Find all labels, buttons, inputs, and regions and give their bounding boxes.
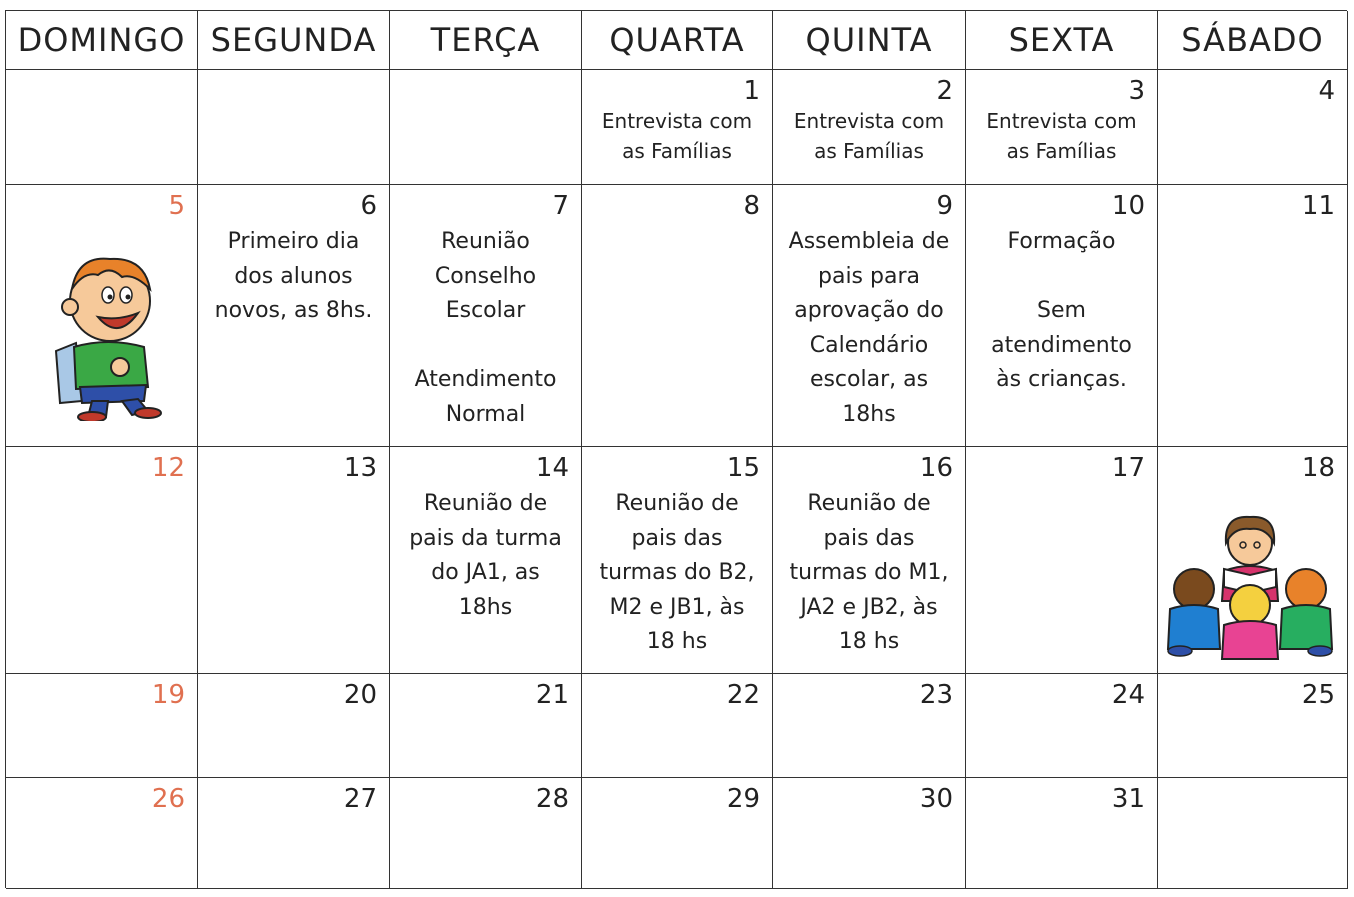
day-number: 15 bbox=[726, 453, 760, 483]
day-cell bbox=[6, 70, 198, 185]
weekday-thursday: QUINTA bbox=[773, 11, 966, 70]
day-cell bbox=[582, 778, 773, 889]
day-cell bbox=[198, 674, 390, 778]
day-cell bbox=[773, 447, 966, 674]
boy-with-backpack-illustration bbox=[48, 251, 166, 421]
day-number: 16 bbox=[919, 453, 953, 483]
day-cell bbox=[390, 778, 582, 889]
day-cell bbox=[198, 70, 390, 185]
day-event: Assembleia de pais para aprovação do Calendário escolar, as 18hs bbox=[788, 229, 950, 427]
day-number: 31 bbox=[1111, 784, 1145, 814]
day-number: 14 bbox=[535, 453, 569, 483]
day-event: Reunião de pais das turmas do M1, JA2 e JB2, às 18 hs bbox=[789, 491, 949, 654]
day-event: Reunião de pais da turma do JA1, as 18hs bbox=[409, 491, 562, 620]
day-cell bbox=[582, 185, 773, 447]
day-number: 1 bbox=[743, 76, 760, 106]
weekday-saturday: SÁBADO bbox=[1158, 11, 1348, 70]
day-cell bbox=[966, 447, 1158, 674]
day-cell bbox=[966, 185, 1158, 447]
day-number: 12 bbox=[151, 453, 185, 483]
day-cell bbox=[198, 185, 390, 447]
day-cell bbox=[198, 778, 390, 889]
day-cell bbox=[390, 447, 582, 674]
day-number: 6 bbox=[360, 191, 377, 221]
day-event: Entrevista com as Famílias bbox=[793, 109, 945, 163]
day-number: 9 bbox=[936, 191, 953, 221]
day-cell bbox=[773, 185, 966, 447]
day-event: Entrevista com as Famílias bbox=[986, 109, 1137, 163]
day-event: Entrevista com as Famílias bbox=[601, 109, 753, 163]
day-cell bbox=[773, 778, 966, 889]
day-event: Reunião de pais das turmas do B2, M2 e JB1, às 18 hs bbox=[599, 491, 755, 654]
day-cell bbox=[966, 778, 1158, 889]
day-number: 23 bbox=[919, 680, 953, 710]
day-cell bbox=[198, 447, 390, 674]
day-cell bbox=[390, 674, 582, 778]
day-number: 27 bbox=[343, 784, 377, 814]
day-cell bbox=[6, 185, 198, 447]
day-cell bbox=[582, 674, 773, 778]
day-cell bbox=[773, 674, 966, 778]
day-number: 11 bbox=[1301, 191, 1335, 221]
day-cell bbox=[966, 70, 1158, 185]
day-number: 2 bbox=[936, 76, 953, 106]
day-number: 17 bbox=[1111, 453, 1145, 483]
day-number: 4 bbox=[1318, 76, 1335, 106]
day-number: 19 bbox=[151, 680, 185, 710]
day-number: 13 bbox=[343, 453, 377, 483]
day-number: 24 bbox=[1111, 680, 1145, 710]
day-cell bbox=[582, 447, 773, 674]
day-number: 3 bbox=[1128, 76, 1145, 106]
day-cell bbox=[773, 70, 966, 185]
weekday-sunday: DOMINGO bbox=[6, 11, 198, 70]
day-number: 18 bbox=[1301, 453, 1335, 483]
day-number: 10 bbox=[1111, 191, 1145, 221]
weekday-monday: SEGUNDA bbox=[198, 11, 390, 70]
day-number: 26 bbox=[151, 784, 185, 814]
day-cell bbox=[966, 674, 1158, 778]
day-cell bbox=[1158, 185, 1348, 447]
day-number: 30 bbox=[919, 784, 953, 814]
day-number: 21 bbox=[535, 680, 569, 710]
day-cell bbox=[1158, 674, 1348, 778]
weekday-tuesday: TERÇA bbox=[390, 11, 582, 70]
calendar-grid bbox=[5, 10, 1347, 888]
day-number: 5 bbox=[168, 191, 185, 221]
day-cell bbox=[6, 778, 198, 889]
day-number: 20 bbox=[343, 680, 377, 710]
day-number: 8 bbox=[743, 191, 760, 221]
weekday-wednesday: QUARTA bbox=[582, 11, 773, 70]
day-event: Primeiro dia dos alunos novos, as 8hs. bbox=[214, 229, 373, 323]
day-number: 7 bbox=[552, 191, 569, 221]
day-number: 28 bbox=[535, 784, 569, 814]
weekday-friday: SEXTA bbox=[966, 11, 1158, 70]
day-cell bbox=[1158, 778, 1348, 889]
day-number: 29 bbox=[726, 784, 760, 814]
day-cell bbox=[582, 70, 773, 185]
day-cell bbox=[6, 447, 198, 674]
day-cell bbox=[6, 674, 198, 778]
day-number: 25 bbox=[1301, 680, 1335, 710]
day-cell bbox=[390, 70, 582, 185]
day-number: 22 bbox=[726, 680, 760, 710]
day-cell bbox=[1158, 70, 1348, 185]
day-event: Formação Sem atendimento às crianças. bbox=[991, 229, 1132, 392]
day-cell bbox=[1158, 447, 1348, 674]
day-cell bbox=[390, 185, 582, 447]
teacher-reading-to-children-illustration bbox=[1164, 509, 1336, 669]
day-event: Reunião Conselho Escolar Atendimento Normal bbox=[414, 229, 557, 427]
